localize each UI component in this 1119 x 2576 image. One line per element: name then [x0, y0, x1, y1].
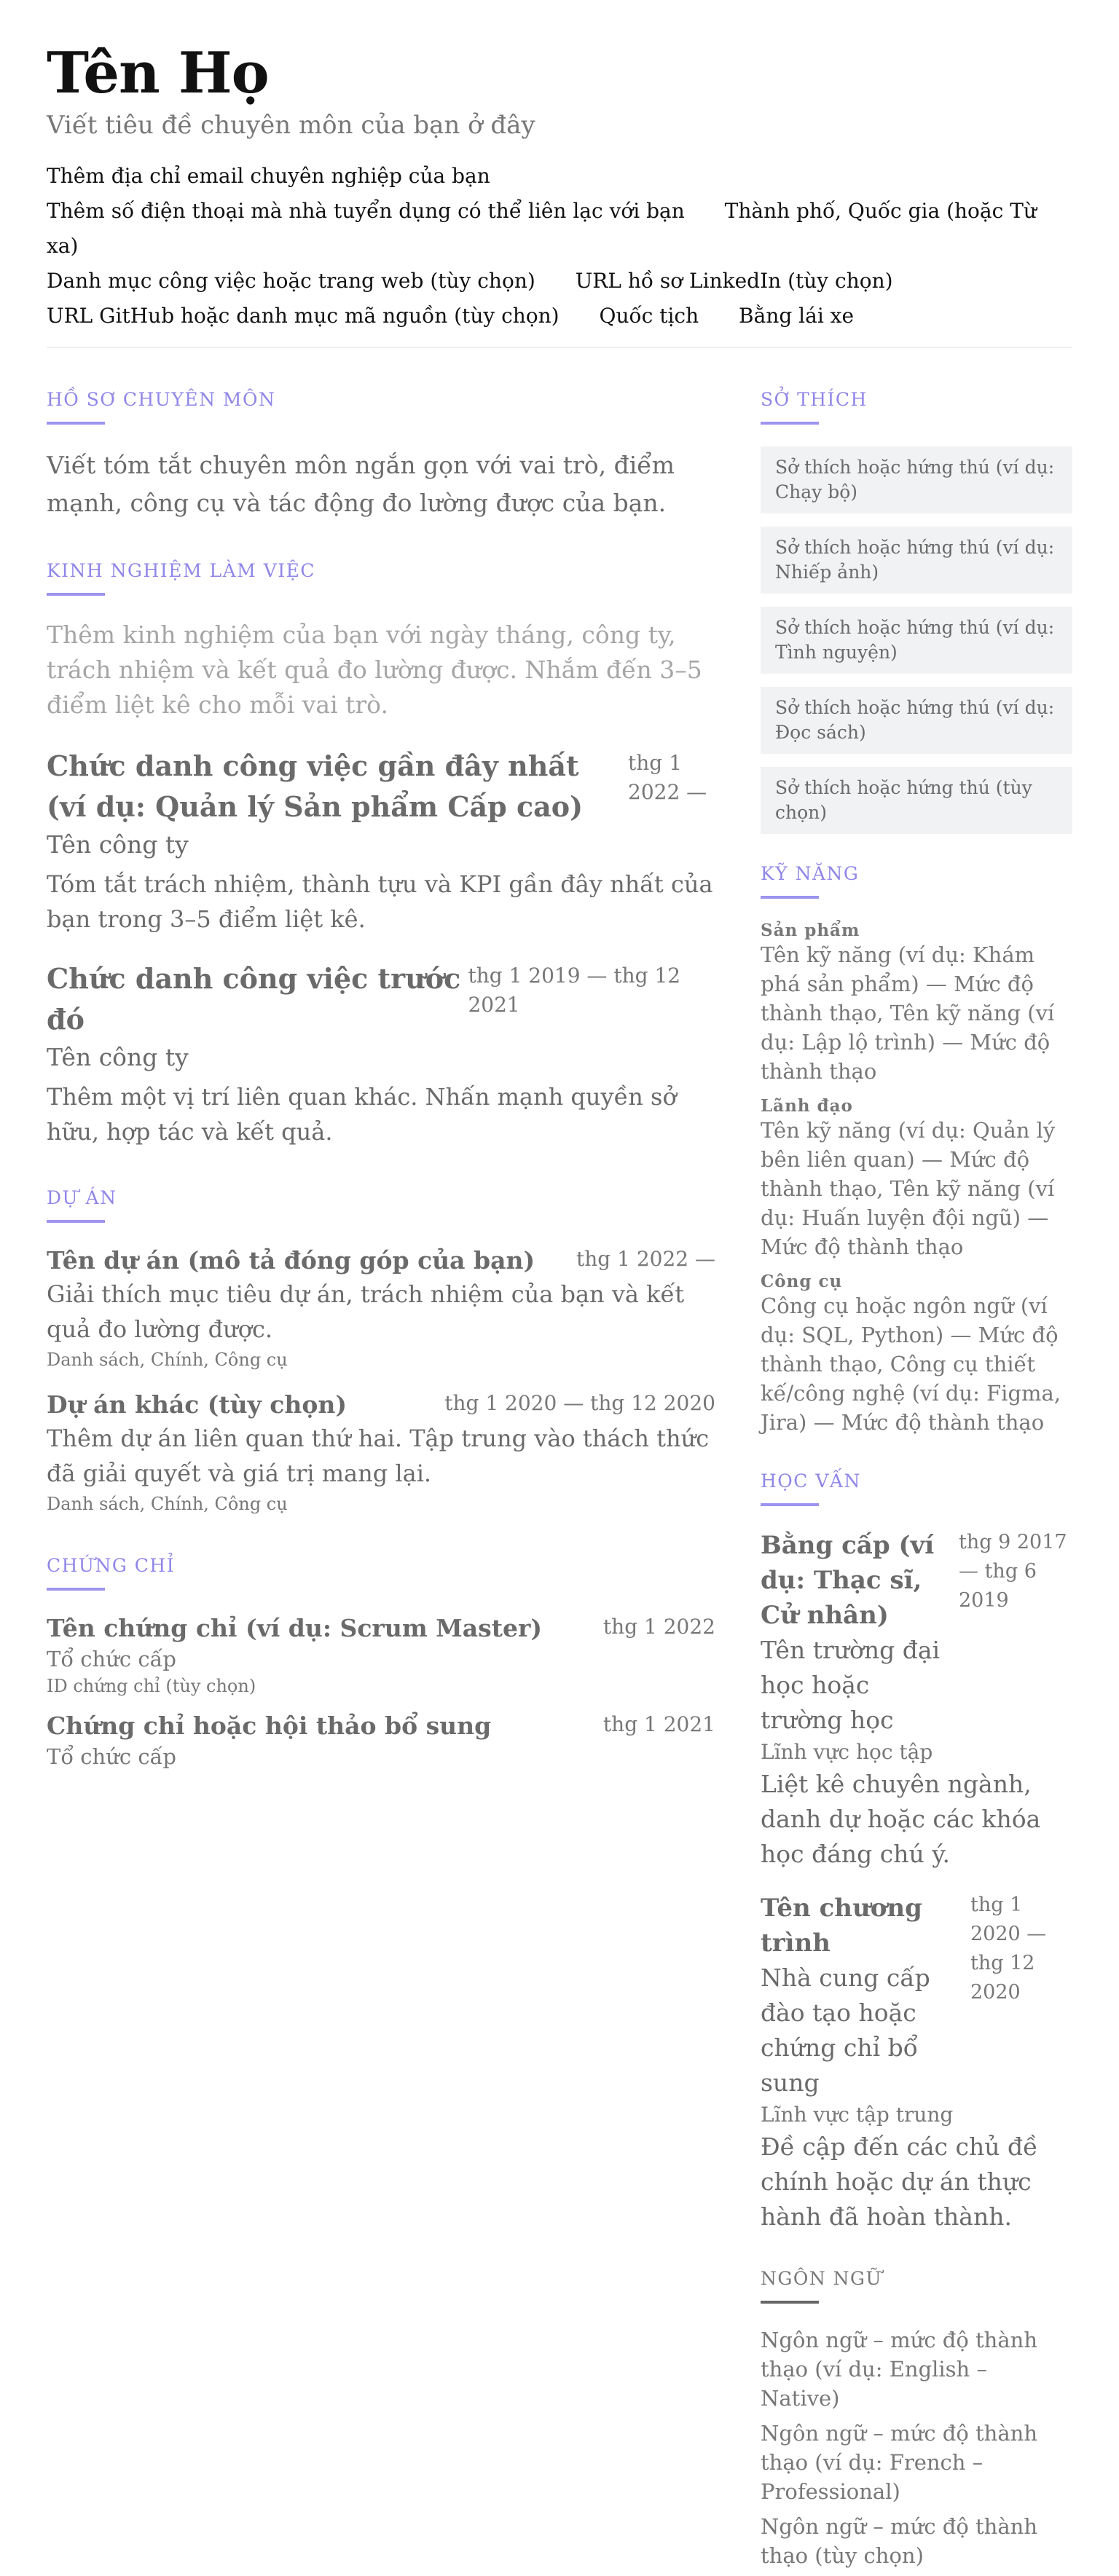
- company-name: Tên công ty: [47, 830, 189, 859]
- certificate-header: [47, 1612, 715, 1645]
- certificate-date: thg 1 2022: [602, 1614, 715, 1639]
- job-date-end: 2022 —: [628, 779, 707, 804]
- project-header: [47, 1389, 715, 1421]
- certificate-header: [47, 1710, 715, 1742]
- skills-section: [761, 863, 1072, 1437]
- education-date: thg 9 2017 — thg 6 2019: [959, 1530, 1067, 1612]
- job-date: thg 1 2019 — thg 12 2021: [468, 963, 681, 1017]
- main-column: [47, 389, 715, 2576]
- languages-section: [761, 2268, 1072, 2570]
- project-title: Dự án khác (tùy chọn): [47, 1390, 348, 1419]
- driving-license-text: Bằng lái xe: [739, 303, 855, 328]
- certificate-id: ID chứng chỉ (tùy chọn): [47, 1675, 256, 1696]
- company-name: Tên công ty: [47, 1042, 189, 1071]
- job-date: [628, 749, 715, 807]
- job-description: Thêm một vị trí liên quan khác. Nhấn mạnh quyền sở hữu, hợp tác và kết quả.: [47, 1082, 677, 1146]
- project-date: thg 1 2020 — thg 12 2020: [444, 1390, 715, 1415]
- education-section: [761, 1470, 1072, 2234]
- contact-row: [47, 264, 1072, 299]
- project-title: Tên dự án (mô tả đóng góp của bạn): [47, 1245, 535, 1275]
- section-underline: [47, 1588, 105, 1591]
- section-title: SỞ THÍCH: [761, 388, 868, 410]
- interest-item: Sở thích hoặc hứng thú (ví dụ: Đọc sách): [761, 687, 1072, 754]
- summary-text: Viết tóm tắt chuyên môn ngắn gọn với vai trò, điểm mạnh, công cụ và tác động đo lường được của bạn.: [47, 450, 675, 517]
- education-description: Đề cập đến các chủ đề chính hoặc dự án thực hành đã hoàn thành.: [761, 2132, 1038, 2231]
- header-divider: [47, 347, 1072, 348]
- section-title: HỒ SƠ CHUYÊN MÔN: [47, 388, 276, 410]
- job-entry: [47, 958, 715, 1149]
- education-entry: [761, 1528, 1072, 1872]
- certificate-title: Tên chứng chỉ (ví dụ: Scrum Master): [47, 1613, 542, 1642]
- job-description: Tóm tắt trách nhiệm, thành tựu và KPI gần đây nhất của bạn trong 3–5 điểm liệt kê.: [47, 870, 713, 933]
- skill-list: Công cụ hoặc ngôn ngữ (ví dụ: SQL, Python) — Mức độ thành thạo, Công cụ thiết kế/công nghệ (ví dụ: Figma, Jira) — Mức độ thành thạo: [761, 1293, 1061, 1435]
- skill-group: [761, 1096, 1072, 1261]
- education-entry: [761, 1891, 1072, 2234]
- degree-title: Bằng cấp (ví dụ: Thạc sĩ, Cử nhân): [761, 1530, 935, 1630]
- project-header: [47, 1245, 715, 1277]
- section-title: CHỨNG CHỈ: [47, 1554, 176, 1576]
- skill-group: [761, 921, 1072, 1086]
- sidebar-column: [761, 389, 1072, 2576]
- contact-row: [47, 299, 1072, 334]
- contact-row: [47, 194, 1072, 264]
- section-title: KỸ NĂNG: [761, 862, 860, 884]
- certificate-issuer: Tổ chức cấp: [47, 1646, 176, 1671]
- section-underline: [47, 593, 105, 596]
- skill-category: Lãnh đạo: [761, 1095, 853, 1116]
- email-text: Thêm địa chỉ email chuyên nghiệp của bạn: [47, 163, 490, 188]
- section-underline: [761, 1503, 819, 1506]
- education-header: [761, 1528, 1072, 1633]
- job-title: Chức danh công việc trước đó: [47, 961, 461, 1036]
- job-title: Chức danh công việc gần đây nhất (ví dụ: Quản lý Sản phẩm Cấp cao): [47, 749, 584, 823]
- job-date-start: thg 1: [628, 750, 682, 775]
- program-block: [761, 1891, 969, 2100]
- education-description: Liệt kê chuyên ngành, danh dự hoặc các khóa học đáng chú ý.: [761, 1769, 1041, 1868]
- interest-item: Sở thích hoặc hứng thú (tùy chọn): [761, 767, 1072, 834]
- school-name: Tên trường đại học hoặc trường học: [761, 1635, 941, 1734]
- section-title: HỌC VẤN: [761, 1470, 861, 1492]
- experience-intro: Thêm kinh nghiệm của bạn với ngày tháng, công ty, trách nhiệm và kết quả đo lường được. Nhắm đến 3–5 điểm liệt kê cho mỗi vai trò.: [47, 620, 702, 719]
- skill-category: Sản phẩm: [761, 920, 860, 940]
- certificate-entry: [47, 1710, 715, 1771]
- field-of-study: Lĩnh vực học tập: [761, 1739, 933, 1764]
- provider-name: Nhà cung cấp đào tạo hoặc chứng chỉ bổ sung: [761, 1963, 930, 2097]
- section-underline: [761, 896, 819, 899]
- skill-list: Tên kỹ năng (ví dụ: Khám phá sản phẩm) — Mức độ thành thạo, Tên kỹ năng (ví dụ: Lập lộ trình) — Mức độ thành thạo: [761, 942, 1055, 1084]
- field-of-study: Lĩnh vực tập trung: [761, 2102, 954, 2127]
- certificate-date: thg 1 2021: [602, 1712, 715, 1736]
- linkedin-text: URL hồ sơ LinkedIn (tùy chọn): [575, 268, 893, 293]
- project-description: Thêm dự án liên quan thứ hai. Tập trung vào thách thức đã giải quyết và giá trị mang lại.: [47, 1424, 710, 1487]
- section-underline: [761, 2301, 819, 2304]
- github-text: URL GitHub hoặc danh mục mã nguồn (tùy chọn): [47, 303, 560, 328]
- job-header: [47, 746, 715, 827]
- project-entry: [47, 1245, 715, 1373]
- portfolio-text: Danh mục công việc hoặc trang web (tùy chọn): [47, 268, 535, 293]
- nationality-text: Quốc tịch: [599, 303, 699, 328]
- project-description: Giải thích mục tiêu dự án, trách nhiệm của bạn và kết quả đo lường được.: [47, 1280, 685, 1343]
- education-date: thg 1 2020 — thg 12 2020: [970, 1893, 1047, 2004]
- project-tags: Danh sách, Chính, Công cụ: [47, 1493, 288, 1514]
- section-underline: [761, 422, 819, 425]
- certificate-issuer: Tổ chức cấp: [47, 1744, 176, 1769]
- headline: Viết tiêu đề chuyên môn của bạn ở đây: [47, 110, 535, 140]
- skill-list: Tên kỹ năng (ví dụ: Quản lý bên liên quan) — Mức độ thành thạo, Tên kỹ năng (ví dụ: Huấn luyện đội ngũ) — Mức độ thành thạo: [761, 1117, 1056, 1259]
- education-header: [761, 1891, 1072, 2100]
- projects-section: [47, 1187, 715, 1517]
- summary-section: [47, 389, 715, 522]
- phone-text: Thêm số điện thoại mà nhà tuyển dụng có thể liên lạc với bạn: [47, 198, 685, 223]
- job-entry: [47, 746, 715, 937]
- experience-section: [47, 560, 715, 1149]
- section-underline: [47, 422, 105, 425]
- project-tags: Danh sách, Chính, Công cụ: [47, 1349, 288, 1370]
- interest-item: Sở thích hoặc hứng thú (ví dụ: Chạy bộ): [761, 446, 1072, 513]
- content-columns: [47, 389, 1072, 2576]
- candidate-name: Tên Họ: [47, 40, 269, 106]
- certifications-section: [47, 1555, 715, 1771]
- contact-block: [47, 159, 1072, 334]
- interest-item: Sở thích hoặc hứng thú (ví dụ: Tình nguyện): [761, 607, 1072, 674]
- skill-category: Công cụ: [761, 1271, 843, 1291]
- language-item: Ngôn ngữ – mức độ thành thạo (ví dụ: English – Native): [761, 2327, 1038, 2411]
- language-item: Ngôn ngữ – mức độ thành thạo (ví dụ: French – Professional): [761, 2420, 1038, 2504]
- certificate-entry: [47, 1612, 715, 1698]
- location-text: Thành phố, Quốc gia (hoặc Từ xa): [47, 198, 1037, 258]
- interests-section: [761, 389, 1072, 834]
- language-item: Ngôn ngữ – mức độ thành thạo (tùy chọn): [761, 2513, 1038, 2568]
- section-underline: [47, 1220, 105, 1223]
- job-header: [47, 958, 715, 1040]
- project-date: thg 1 2022 —: [576, 1246, 715, 1271]
- interest-item: Sở thích hoặc hứng thú (ví dụ: Nhiếp ảnh): [761, 527, 1072, 594]
- skill-group: [761, 1272, 1072, 1437]
- section-title: KINH NGHIỆM LÀM VIỆC: [47, 559, 316, 581]
- program-title: Tên chương trình: [761, 1893, 922, 1958]
- project-entry: [47, 1389, 715, 1517]
- section-title: NGÔN NGỮ: [761, 2267, 883, 2289]
- contact-row: [47, 159, 1072, 194]
- section-title: DỰ ÁN: [47, 1186, 117, 1208]
- certificate-title: Chứng chỉ hoặc hội thảo bổ sung: [47, 1711, 492, 1740]
